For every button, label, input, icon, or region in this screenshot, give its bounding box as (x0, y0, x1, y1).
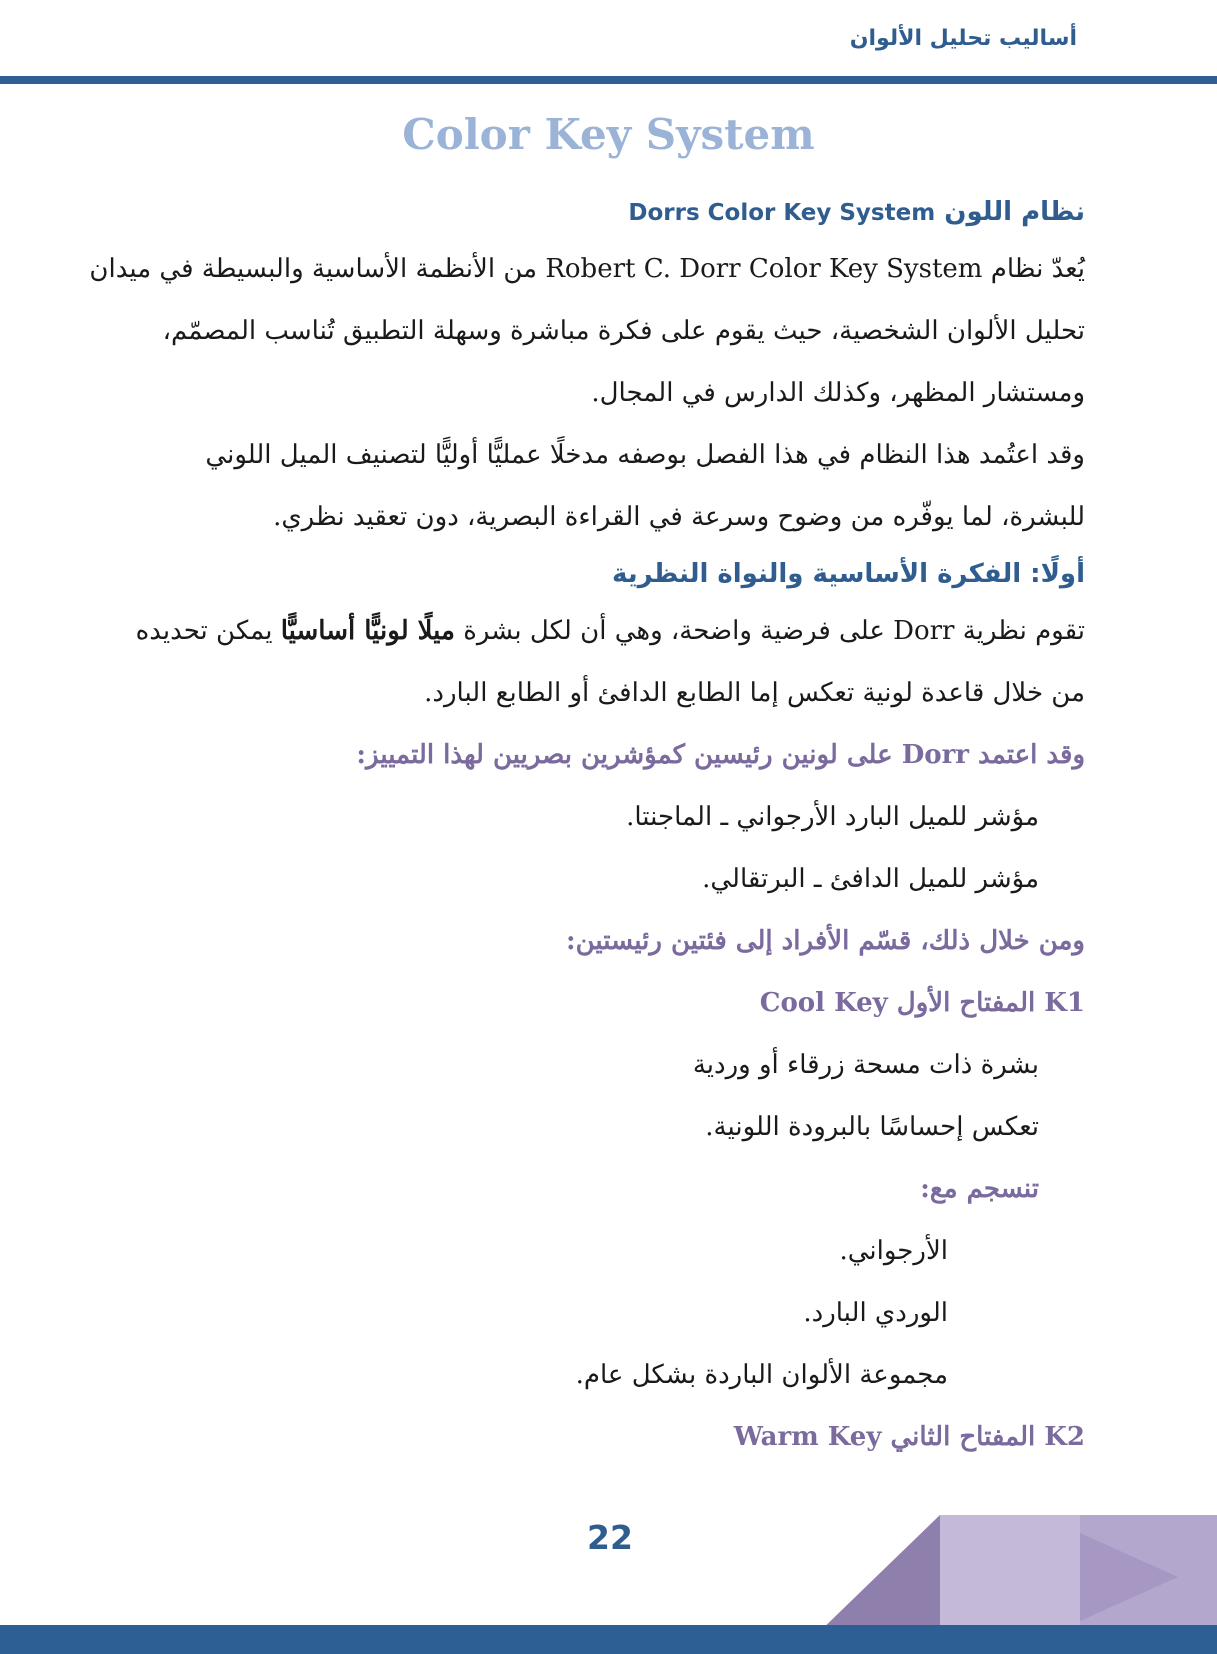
k2-heading: K2 المفتاح الثاني Warm Key (733, 1422, 1085, 1452)
text-span: يمكن تحديده (135, 616, 281, 646)
paragraph-line: يُعدّ نظام Robert C. Dorr Color Key System من الأنظمة الأساسية والبسيطة في ميدان (89, 254, 1085, 284)
harmonize-heading: تنسجم مع: (920, 1174, 1039, 1204)
list-item: مؤشر للميل البارد الأرجواني ـ الماجنتا. (626, 802, 1039, 832)
indicators-heading: وقد اعتمد Dorr على لونين رئيسين كمؤشرين بصريين لهذا التمييز: (356, 740, 1085, 770)
header-rule (0, 76, 1217, 84)
paragraph-line: للبشرة، لما يوفّره من وضوح وسرعة في القراءة البصرية، دون تعقيد نظري. (273, 502, 1085, 532)
section-heading-ar: نظام اللون (944, 197, 1085, 227)
list-item: بشرة ذات مسحة زرقاء أو وردية (692, 1050, 1039, 1080)
text-span: تقوم نظرية Dorr على فرضية واضحة، وهي أن لكل بشرة (454, 616, 1085, 646)
footer-shape-dark (812, 1515, 940, 1639)
k1-heading: K1 المفتاح الأول Cool Key (759, 988, 1085, 1018)
section-heading-en: Dorrs Color Key System (628, 200, 936, 226)
footer-shape-right (1080, 1515, 1217, 1639)
list-item: مؤشر للميل الدافئ ـ البرتقالي. (702, 864, 1039, 894)
paragraph-line: وقد اعتُمد هذا النظام في هذا الفصل بوصفه مدخلًا عمليًّا أوليًّا لتصنيف الميل اللوني (205, 440, 1085, 470)
list-item: الوردي البارد. (803, 1298, 948, 1328)
paragraph-line: ومستشار المظهر، وكذلك الدارس في المجال. (591, 378, 1085, 408)
list-item: الأرجواني. (839, 1236, 948, 1266)
paragraph-line (137, 600, 1085, 662)
list-item: مجموعة الألوان الباردة بشكل عام. (575, 1360, 948, 1390)
list-item: تعكس إحساسًا بالبرودة اللونية. (705, 1112, 1039, 1142)
page-title: Color Key System (402, 110, 815, 159)
groups-heading: ومن خلال ذلك، قسّم الأفراد إلى فئتين رئيستين: (566, 926, 1085, 956)
paragraph-line: تحليل الألوان الشخصية، حيث يقوم على فكرة مباشرة وسهلة التطبيق تُناسب المصمّم، (162, 316, 1085, 346)
page-content (89, 186, 1085, 1468)
page-number: 22 (587, 1518, 633, 1557)
bold-emphasis: ميلًا لونيًّا أساسيًّا (280, 616, 455, 646)
section-heading-dorr (137, 186, 1085, 238)
footer-rule (0, 1625, 1217, 1654)
header-title: أساليب تحليل الألوان (849, 26, 1077, 51)
paragraph-line: من خلال قاعدة لونية تعكس إما الطابع الدافئ أو الطابع البارد. (424, 678, 1085, 708)
section-heading-core-idea: أولًا: الفكرة الأساسية والنواة النظرية (612, 559, 1085, 589)
